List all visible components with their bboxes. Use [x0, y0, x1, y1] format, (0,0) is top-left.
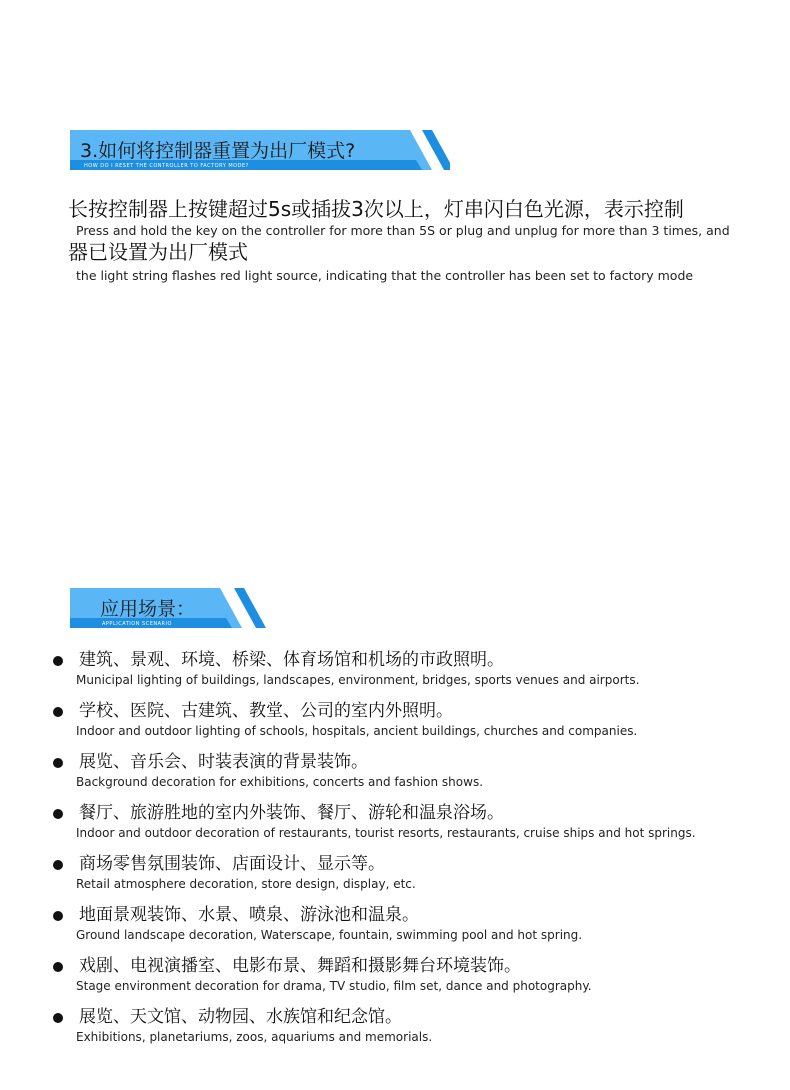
list-item [50, 954, 770, 1005]
scene-en: Indoor and outdoor lighting of schools, hospitals, ancient buildings, churches and companies. [76, 724, 638, 738]
scene-zh: 建筑、景观、环境、桥梁、体育场馆和机场的市政照明。 [79, 650, 504, 670]
scene-zh: 学校、医院、古建筑、教堂、公司的室内外照明。 [79, 701, 453, 721]
scene-zh: 商场零售氛围装饰、店面设计、显示等。 [79, 854, 385, 874]
list-item [50, 903, 770, 954]
list-item [50, 699, 770, 750]
scene-zh: 餐厅、旅游胜地的室内外装饰、餐厅、游轮和温泉浴场。 [79, 803, 504, 823]
application-section-banner [70, 588, 270, 628]
bullet-icon [53, 911, 63, 921]
bullet-icon [53, 962, 63, 972]
scene-en: Ground landscape decoration, Waterscape, fountain, swimming pool and hot spring. [76, 928, 583, 942]
list-item [50, 1005, 770, 1056]
list-item [50, 801, 770, 852]
scene-en: Stage environment decoration for drama, TV studio, film set, dance and photography. [76, 979, 592, 993]
scene-zh: 展览、音乐会、时装表演的背景装饰。 [79, 752, 368, 772]
reset-section-title: 3.如何将控制器重置为出厂模式? [80, 140, 356, 162]
bullet-icon [53, 1013, 63, 1023]
bullet-icon [53, 809, 63, 819]
list-item [50, 852, 770, 903]
application-section-subtitle: APPLICATION SCENARIO [102, 621, 172, 627]
scene-en: Indoor and outdoor decoration of restaurants, tourist resorts, restaurants, cruise ships and hot springs. [76, 826, 696, 840]
scene-zh: 地面景观装饰、水景、喷泉、游泳池和温泉。 [79, 905, 419, 925]
reset-text-zh-2: 器已设置为出厂模式 [68, 240, 248, 264]
scene-en: Retail atmosphere decoration, store design, display, etc. [76, 877, 416, 891]
reset-text-en-2: the light string flashes red light source, indicating that the controller has been set to factory mode [76, 268, 694, 283]
scene-zh: 展览、天文馆、动物园、水族馆和纪念馆。 [79, 1007, 402, 1027]
reset-section-subtitle: HOW DO I RESET THE CONTROLLER TO FACTORY MODE? [84, 163, 249, 169]
scene-en: Background decoration for exhibitions, concerts and fashion shows. [76, 775, 484, 789]
reset-section-banner [70, 130, 450, 170]
reset-text-zh-1: 长按控制器上按键超过5s或插拔3次以上，灯串闪白色光源，表示控制 [68, 197, 684, 221]
bullet-icon [53, 707, 63, 717]
bullet-icon [53, 758, 63, 768]
list-item [50, 750, 770, 801]
scene-zh: 戏剧、电视演播室、电影布景、舞蹈和摄影舞台环境装饰。 [79, 956, 521, 976]
application-list [50, 648, 770, 1056]
application-section-title: 应用场景： [100, 598, 196, 620]
scene-en: Exhibitions, planetariums, zoos, aquariums and memorials. [76, 1030, 433, 1044]
list-item [50, 648, 770, 699]
reset-text-en-1: Press and hold the key on the controller for more than 5S or plug and unplug for more than 3 times, and [76, 223, 730, 238]
bullet-icon [53, 860, 63, 870]
scene-en: Municipal lighting of buildings, landscapes, environment, bridges, sports venues and airports. [76, 673, 640, 687]
reset-description [68, 196, 768, 284]
bullet-icon [53, 656, 63, 666]
